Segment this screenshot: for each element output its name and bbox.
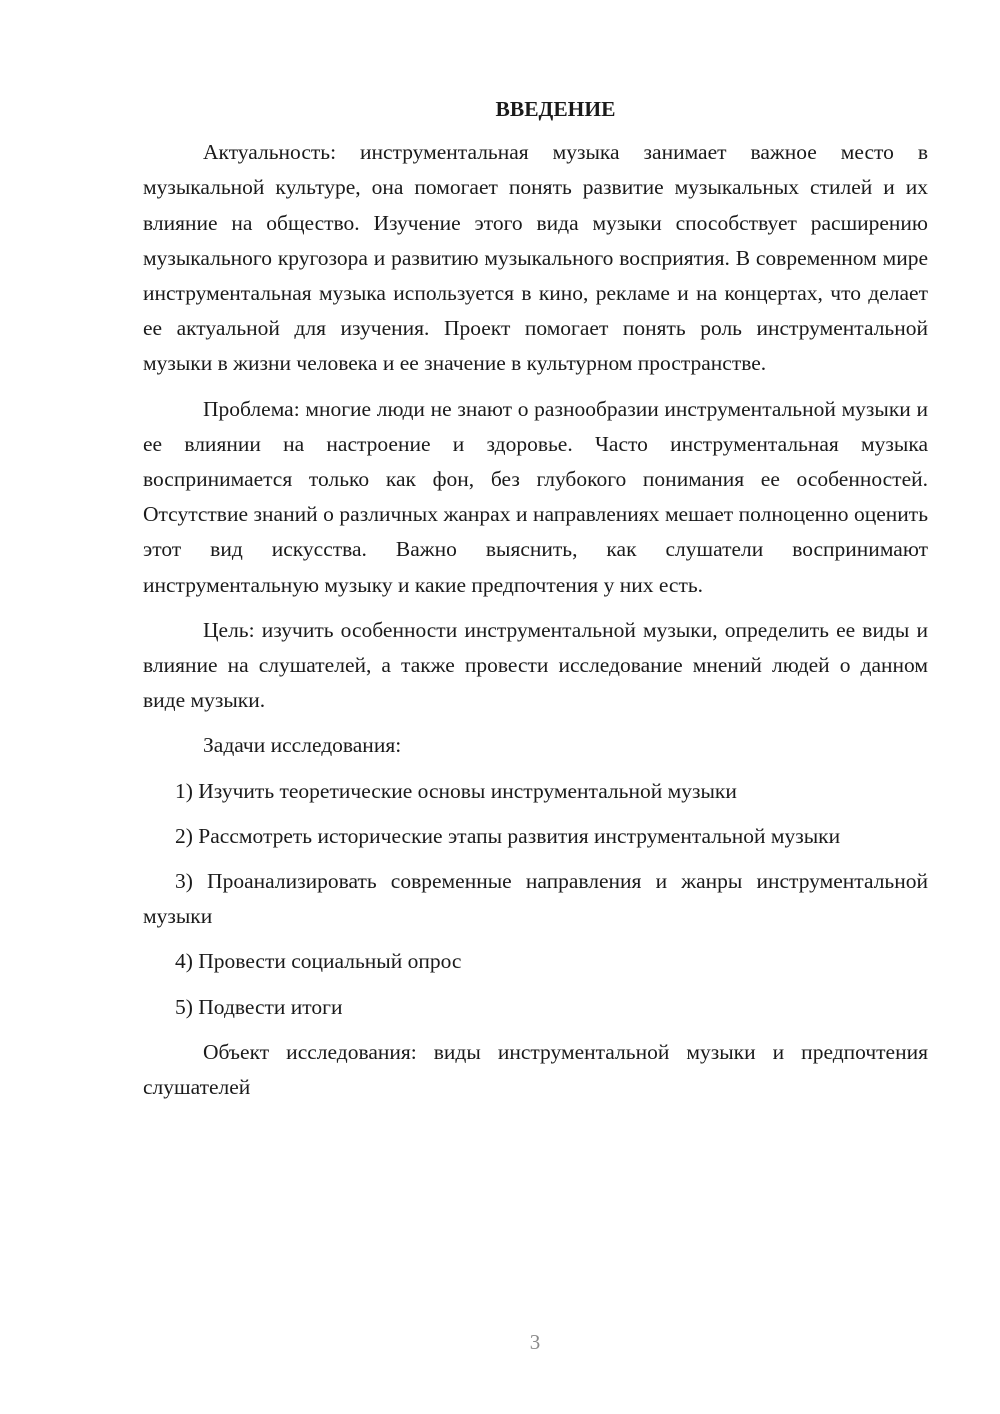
problem-paragraph: Проблема: многие люди не знают о разнообразии инструментальной музыки и ее влиянии на настроение и здоровье. Часто инструментальная музыка воспринимается только как фон, без глубокого понимания ее особенностей. Отсутствие знаний о различных жанрах и направлениях мешает полноценно оценить этот вид искусства. Важно выяснить, как слушатели воспринимают инструментальную музыку и какие предпочтения у них есть. [143,396,928,597]
task-item-2: 2) Рассмотреть исторические этапы развития инструментальной музыки [175,823,841,848]
page-number: 3 [529,1330,541,1354]
relevance-paragraph: Актуальность: инструментальная музыка занимает важное место в музыкальной культуре, она помогает понять развитие музыкальных стилей и их влияние на общество. Изучение этого вида музыки способствует расширению музыкального кругозора и развитию музыкального восприятия. В современном мире инструментальная музыка используется в кино, рекламе и на концертах, что делает ее актуальной для изучения. Проект помогает понять роль инструментальной музыки в жизни человека и ее значение в культурном пространстве. [143,140,928,376]
task-item-3: 3) Проанализировать современные направления и жанры инструментальной музыки [143,869,928,929]
task-item-4: 4) Провести социальный опрос [175,949,462,974]
goal-paragraph: Цель: изучить особенности инструментальной музыки, определить ее виды и влияние на слушателей, а также провести исследование мнений людей о данном виде музыки. [143,617,928,713]
task-item-1: 1) Изучить теоретические основы инструментальной музыки [175,778,737,803]
task-item-5: 5) Подвести итоги [175,994,343,1019]
section-title: ВВЕДЕНИЕ [495,97,616,121]
document-page [143,92,928,1115]
object-paragraph: Объект исследования: виды инструментальной музыки и предпочтения слушателей [143,1039,928,1100]
tasks-heading: Задачи исследования: [203,733,402,758]
